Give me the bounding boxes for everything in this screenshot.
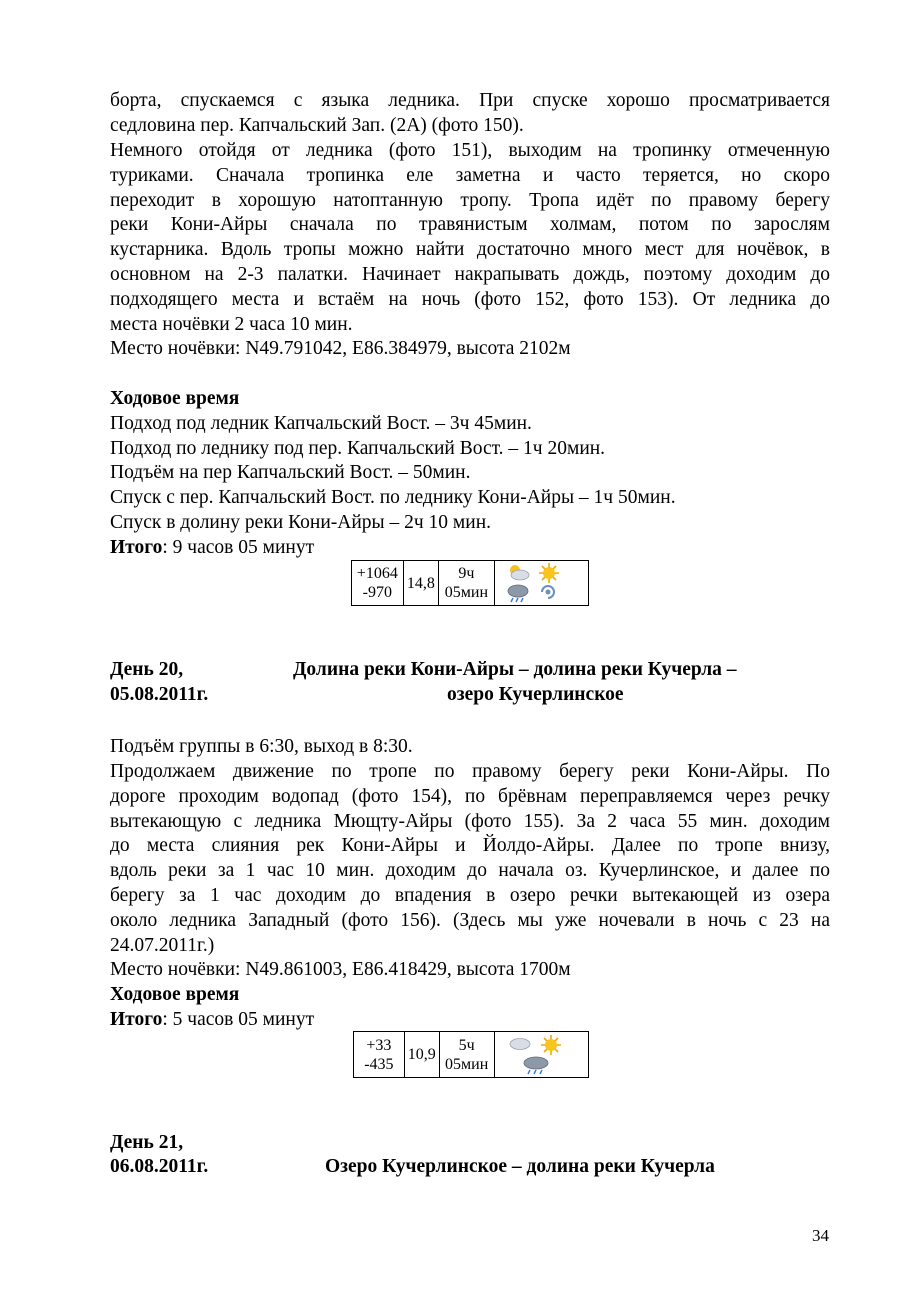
text-line: седловина пер. Капчальский Зап. (2А) (фото 150). bbox=[110, 114, 524, 136]
camp-coordinates: Место ночёвки: N49.791042, E86.384979, высота 2102м bbox=[110, 338, 571, 360]
total-label: Итого bbox=[110, 1008, 163, 1030]
wind-icon bbox=[538, 583, 560, 601]
elevation-cell bbox=[354, 1032, 405, 1078]
total-label: Итого bbox=[110, 536, 163, 558]
rain-cloud-icon bbox=[522, 1055, 544, 1073]
day-date: 05.08.2011г. bbox=[110, 684, 209, 705]
route-title: Долина реки Кони-Айры – долина реки Кучерла – bbox=[293, 659, 737, 680]
ascent-value: +33 bbox=[366, 1036, 392, 1054]
hours-value: 5ч bbox=[458, 1036, 475, 1054]
day-label: День 20, bbox=[110, 659, 184, 680]
elevation-cell bbox=[352, 561, 404, 606]
text-line: туриками. Сначала тропинка еле заметна и часто теряется, но скоро bbox=[110, 164, 830, 186]
text-line: подходящего места и встаём на ночь (фото 152, фото 153). От ледника до bbox=[110, 288, 830, 310]
route-title: Озеро Кучерлинское – долина реки Кучерла bbox=[325, 1156, 715, 1177]
weather-cell bbox=[494, 561, 588, 606]
ascent-value: +1064 bbox=[356, 565, 398, 582]
text-line: Немного отойдя от ледника (фото 151), выходим на тропинку отмеченную bbox=[110, 140, 830, 161]
sun-icon bbox=[538, 563, 560, 581]
walking-time-item: Спуск с пер. Капчальский Вост. по леднику Кони-Айры – 1ч 50мин. bbox=[110, 487, 676, 509]
distance-cell: 10,9 bbox=[404, 1032, 439, 1078]
duration-cell bbox=[439, 1032, 494, 1078]
text-line: до места слияния рек Кони-Айры и Йолдо-Айры. Далее по тропе внизу, bbox=[110, 835, 830, 857]
text-line: Продолжаем движение по тропе по правому берегу реки Кони-Айры. По bbox=[110, 761, 830, 782]
day-date: 06.08.2011г. bbox=[110, 1156, 209, 1177]
walking-time-item: Подход по леднику под пер. Капчальский Вост. – 1ч 20мин. bbox=[110, 437, 606, 459]
text-line: реки Кони-Айры сначала по травянистым холмам, потом по зарослям bbox=[110, 214, 830, 236]
text-line: дороге проходим водопад (фото 154), по брёвнам переправляемся через речку bbox=[110, 785, 830, 807]
text-line: переходит в хорошую натоптанную тропу. Тропа идёт по правому берегу bbox=[110, 189, 830, 211]
duration-cell bbox=[439, 561, 495, 606]
text-line: около ледника Западный (фото 156). (Здесь мы уже ночевали в ночь с 23 на bbox=[110, 909, 830, 931]
sun-icon bbox=[540, 1035, 562, 1053]
weather-cell bbox=[494, 1032, 588, 1078]
page-number: 34 bbox=[812, 1226, 829, 1245]
day-label: День 21, bbox=[110, 1132, 184, 1153]
walking-time-item: Подъём на пер Капчальский Вост. – 50мин. bbox=[110, 462, 471, 484]
total-line bbox=[110, 536, 830, 561]
text-line: кустарника. Вдоль тропы можно найти достаточно много мест для ночёвок, в bbox=[110, 239, 830, 261]
text-line: вытекающую с ледника Мющту-Айры (фото 155). За 2 часа 55 мин. доходим bbox=[110, 810, 830, 832]
distance-cell: 14,8 bbox=[403, 561, 438, 606]
day-start bbox=[110, 735, 830, 760]
text-line: берегу за 1 час доходим до впадения в озеро речки вытекающей из озера bbox=[110, 884, 830, 906]
minutes-value: 05мин bbox=[444, 584, 489, 601]
section-heading: Ходовое время bbox=[110, 984, 240, 1006]
hours-value: 9ч bbox=[458, 565, 475, 582]
walking-time-section bbox=[110, 387, 830, 561]
camp-coordinates: Место ночёвки: N49.861003, E86.418429, высота 1700м bbox=[110, 959, 571, 981]
paragraph-descent bbox=[110, 139, 830, 362]
descent-value: -435 bbox=[364, 1055, 394, 1073]
total-value: : 9 часов 05 минут bbox=[162, 536, 315, 558]
intro-paragraph bbox=[110, 89, 830, 139]
day-stats-table bbox=[351, 560, 589, 606]
text-line: Подъём группы в 6:30, выход в 8:30. bbox=[110, 736, 413, 757]
rain-cloud-icon bbox=[506, 583, 528, 601]
total-line bbox=[110, 1008, 830, 1033]
text-line: основном на 2-3 палатки. Начинает накрапывать дождь, поэтому доходим до bbox=[110, 263, 830, 285]
text-line: борта, спускаемся с языка ледника. При спуске хорошо просматривается bbox=[110, 90, 830, 111]
route-title-line2: озеро Кучерлинское bbox=[447, 684, 624, 705]
day-stats-table bbox=[353, 1031, 589, 1078]
minutes-value: 05мин bbox=[445, 1055, 489, 1073]
walking-time-item: Подход под ледник Капчальский Вост. – 3ч 45мин. bbox=[110, 412, 532, 434]
text-line: 24.07.2011г.) bbox=[110, 934, 215, 956]
total-value: : 5 часов 05 минут bbox=[162, 1008, 315, 1030]
section-heading: Ходовое время bbox=[110, 388, 240, 409]
text-line: места ночёвки 2 часа 10 мин. bbox=[110, 313, 353, 335]
partly-cloudy-icon bbox=[506, 563, 528, 581]
walking-time-item: Спуск в долину реки Кони-Айры – 2ч 10 мин. bbox=[110, 511, 492, 533]
text-line: вдоль реки за 1 час 10 мин. доходим до начала оз. Кучерлинское, и далее по bbox=[110, 860, 830, 882]
paragraph-day20 bbox=[110, 760, 830, 1033]
cloud-icon bbox=[508, 1035, 530, 1053]
descent-value: -970 bbox=[362, 584, 392, 601]
